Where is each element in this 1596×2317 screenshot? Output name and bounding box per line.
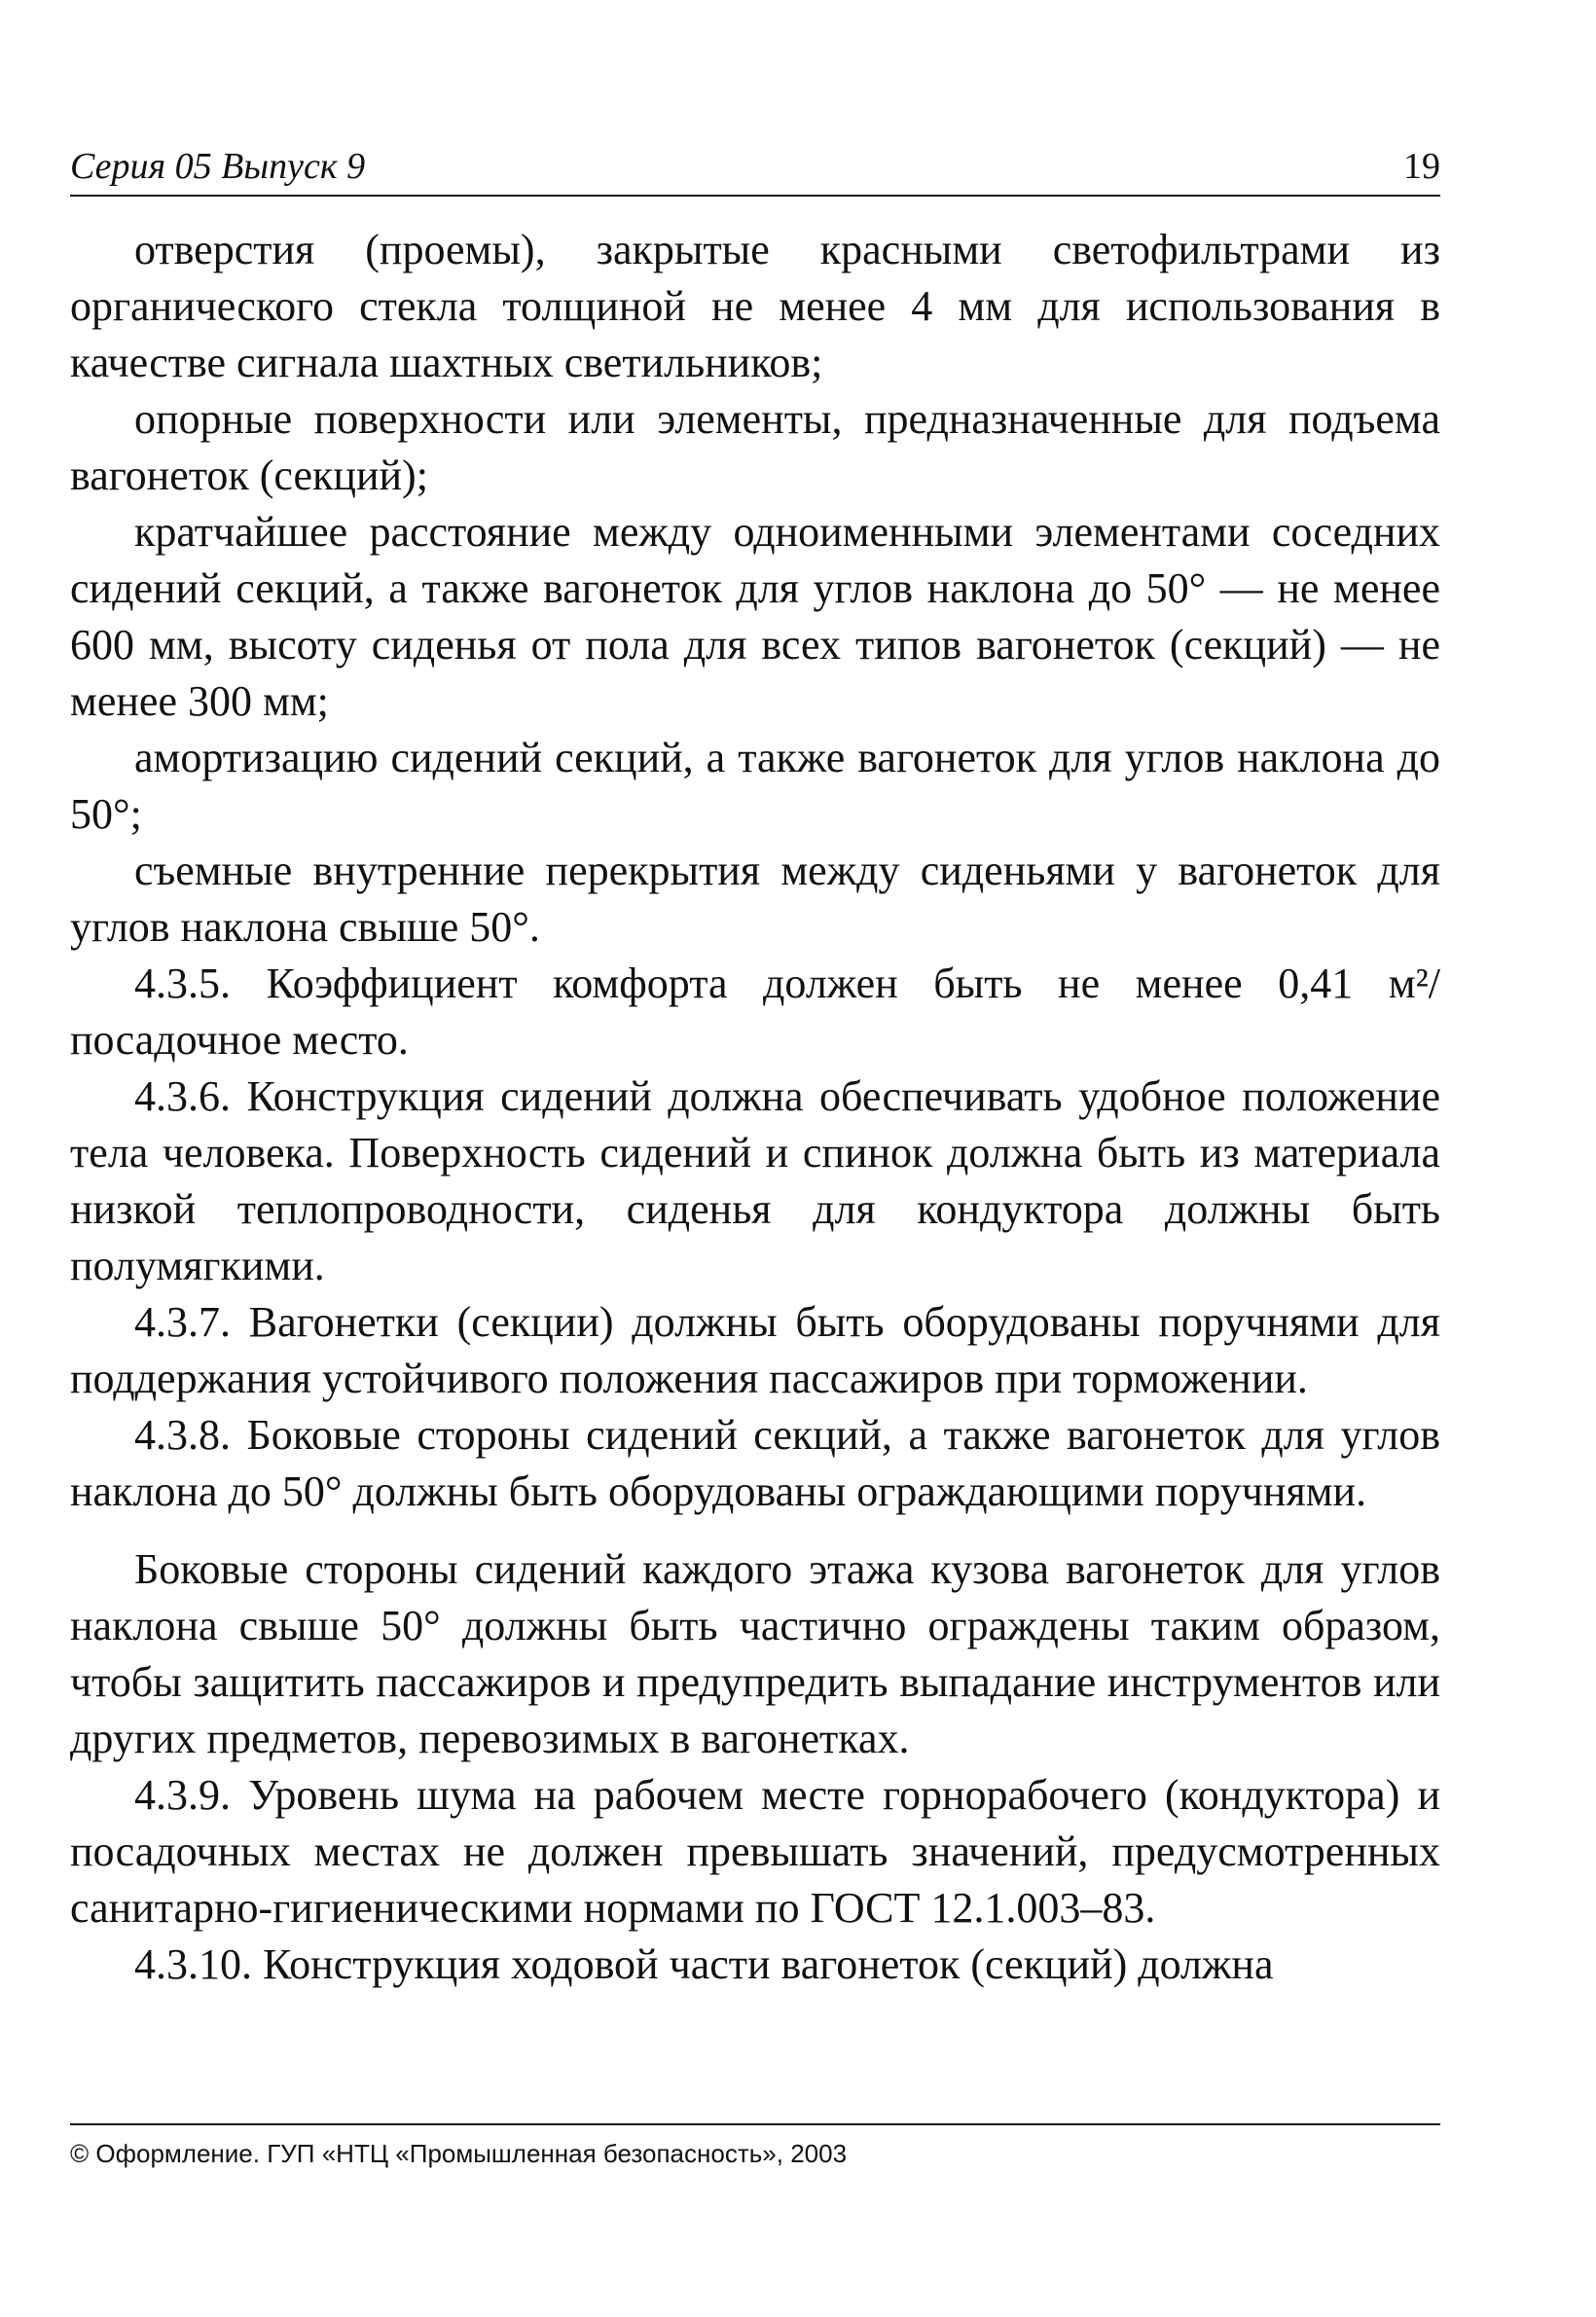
paragraph: 4.3.6. Конструкция сидений должна обеспечивать удобное положение тела человека. Поверхность сидений и спинок должна быть из материала низкой теплопроводности, сиденья для кондуктора должны быть полумягкими. (70, 1072, 1440, 1289)
paragraph: 4.3.8. Боковые стороны сидений секций, а также вагонеток для углов наклона до 50° должны быть оборудованы ограждающими поручнями. (70, 1411, 1440, 1515)
paragraph: 4.3.5. Коэффициент комфорта должен быть не менее 0,41 м²/посадочное место. (70, 959, 1440, 1064)
paragraph: кратчайшее расстояние между одноименными элементами соседних сидений секций, а также вагонеток для углов наклона до 50° — не менее 600 мм, высоту сиденья от пола для всех типов вагонеток (секций) — не менее 300 мм; (70, 508, 1440, 725)
body-text (70, 222, 1440, 1993)
paragraph: 4.3.9. Уровень шума на рабочем месте горнорабочего (кондуктора) и посадочных местах не должен превышать значений, предусмотренных санитарно-гигиеническими нормами по ГОСТ 12.1.003–83. (70, 1771, 1440, 1932)
paragraph: амортизацию сидений секций, а также вагонеток для углов наклона до 50°; (70, 734, 1440, 838)
page-number: 19 (1403, 146, 1440, 187)
paragraph: отверстия (проемы), закрытые красными светофильтрами из органического стекла толщиной не менее 4 мм для использования в качестве сигнала шахтных светильников; (70, 226, 1440, 386)
copyright-notice: © Оформление. ГУП «НТЦ «Промышленная безопасность», 2003 (70, 2139, 848, 2168)
paragraph: 4.3.10. Конструкция ходовой части вагонеток (секций) должна (134, 1940, 1274, 1988)
paragraph: Боковые стороны сидений каждого этажа кузова вагонеток для углов наклона свыше 50° должны быть частично ограждены таким образом, чтобы защитить пассажиров и предупредить выпадание инструментов или других предметов, перевозимых в вагонетках. (70, 1545, 1440, 1762)
footer-divider (70, 2123, 1440, 2125)
page-header (70, 146, 1440, 197)
paragraph: съемные внутренние перекрытия между сиденьями у вагонеток для углов наклона свыше 50°. (70, 847, 1440, 951)
paragraph: опорные поверхности или элементы, предназначенные для подъема вагонеток (секций); (70, 395, 1440, 499)
series-title: Серия 05 Выпуск 9 (70, 146, 366, 187)
paragraph: 4.3.7. Вагонетки (секции) должны быть оборудованы поручнями для поддержания устойчивого положения пассажиров при торможении. (70, 1298, 1440, 1402)
